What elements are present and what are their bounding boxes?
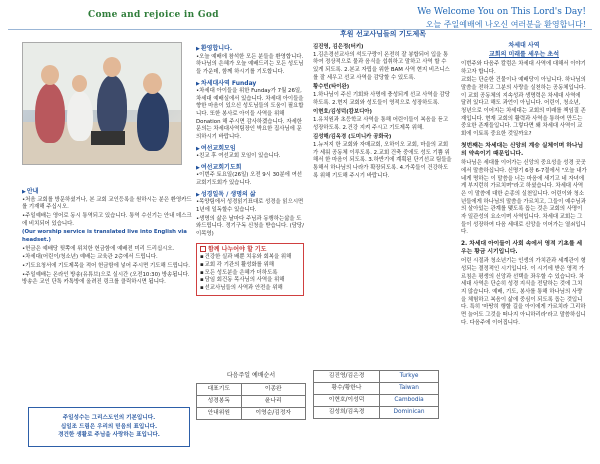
role-cell: 성경봉독 xyxy=(197,395,242,407)
article-section-title: 2. 차세대 아이들이 사회 속에서 영적 기초를 세우는 황금 시기입니다. xyxy=(461,240,583,256)
guide-column xyxy=(22,185,192,288)
next-service-title: 다음주일 예배순서 xyxy=(226,372,276,379)
prayer-item: ▪ 담임 회건동 목사님의 사역을 위해 xyxy=(200,277,300,285)
article-section-title: 첫번째는 차세대는 신앙의 계승 실체이며 하나님의 약속이기 때문입니다. xyxy=(461,142,584,157)
country-cell: Taiwan xyxy=(380,383,439,395)
missionary-prayer: 1.뉴저지 한 교회와 자매교회, 오하이오 교회, 마을의 교회가 세워 공동체 이루도록. 2.교회 건축 중에도 성도 기쁨 위해서 한 마음이 되도록. 3.하반기에 계획된 단기선교 팀들을 통해서 하나님의 나라가 확장되도록. 4.가족들이 건강하도록 위해 기도해 주시기 바랍니다. xyxy=(313,142,452,179)
missionary-cell: 김성희/김옥경 xyxy=(314,407,380,419)
header-welcome-korean: 오늘 주일예배에 나오신 여러분을 환영합니다! xyxy=(425,19,586,29)
welcome-title: ▶ 환영합니다. xyxy=(196,45,304,54)
prayer-item: ▪ 모든 성도분을 은혜가 더하도록 xyxy=(200,270,300,278)
guide-item: •주일예배는 영어로 동시 통역되고 있습니다. 통역 수신기는 안내 데스크에 비치되어 있습니다. xyxy=(22,212,192,227)
reminder-line: 주일성수는 그리스도인의 기본입니다. xyxy=(62,415,156,421)
prayer-item: ▪ 교회 각 기관의 활성화를 위해 xyxy=(200,262,300,270)
person-cell: 이종완 xyxy=(241,383,305,395)
missionary-cell: 황수/황한나 xyxy=(314,383,380,395)
article-paragraph: 하나님은 세대를 이어가는 신앙의 중요성을 성경 곳곳에서 말씀하십니다. 신명기 6장 6-7절에서 "오늘 내가 네게 명하는 이 말씀을 너는 마음에 새기고 네 자녀에게 부지런히 가르치며"라고 하셨습니다. 차세대 사역은 이 말씀에 대한 순종의 실천입니다. 어린이와 청소년들에게 하나님의 말씀을 가르치고, 그들이 예수님과의 살아있는 관계를 맺도록 돕는 것은 교회의 사명이자 일관성의 요소이며 사역입니다. 차세대 교회는 그들이 성장하여 다음 세대로 신앙을 이어가는 열쇠입니다. xyxy=(461,160,587,236)
country-cell: Cambodia xyxy=(380,395,439,407)
welcome-text: •오늘 예배에 참석한 모든 분들을 환영합니다. 하나님의 은혜가 오늘 예배드리는 모든 성도님들 가운데, 함께 하시기를 기도합니다. xyxy=(196,53,304,75)
women-meeting-title: ▶ 여선교회모임 xyxy=(196,145,304,154)
women-meeting-text: •친교 후 여선교회 모임이 있습니다. xyxy=(196,153,281,160)
article-title: 차세대 사역 xyxy=(508,42,540,49)
person-cell: 윤나리 xyxy=(241,395,305,407)
funday-title: ▶ 차세대사역 Funday xyxy=(196,80,304,89)
women-prayer-title: ▶ 여선교회기도회 xyxy=(196,164,304,173)
table-row xyxy=(314,407,439,419)
missionary-name: 황수빈(타이완) xyxy=(313,84,350,91)
prayer-list xyxy=(200,254,300,292)
table-row xyxy=(314,395,439,407)
prayer-item: ▪ 건강한 실과 배뿐 치유와 회복을 위해 xyxy=(200,254,300,262)
guide-title: ▶ 안내 xyxy=(22,188,192,197)
missionary-section-title: 후원 선교사님들의 기도제목 xyxy=(339,30,427,38)
news-column xyxy=(196,42,304,296)
country-cell: Dominican xyxy=(380,407,439,419)
country-cell: Turkye xyxy=(380,371,439,383)
header-welcome xyxy=(417,6,586,30)
person-cell: 이영순/김정자 xyxy=(241,407,305,419)
table-row xyxy=(197,407,306,419)
prayer-item: ▪ 선교사님들의 사역과 안전을 위해 xyxy=(200,285,300,293)
column-article xyxy=(461,42,587,328)
bible-reading-title: ▶ 성경일독 / 생명의 삶 xyxy=(196,191,304,200)
family-photo xyxy=(22,42,182,165)
missionary-cell: 김진영/김은경 xyxy=(314,371,380,383)
living-life-text: •생명의 삶은 날마다 주님과 동행하는삶을 도와드립니다. 정기구독 신청을 받습니다. (담당/이목영) xyxy=(196,215,304,237)
reminder-line: 경건한 생활로 주님을 사랑하는 표입니다. xyxy=(58,432,160,439)
table-row xyxy=(314,371,439,383)
shared-prayer-box xyxy=(196,243,304,296)
missionary-column xyxy=(313,42,453,181)
role-cell: 안내위원 xyxy=(197,407,242,419)
table-row xyxy=(197,395,306,407)
english-note: (Our worship service is translated live into English via headset.) xyxy=(22,229,187,243)
guide-item: •헌금은 예배당 뒷쪽에 위치한 헌금함에 예배전 미리 드리십시오. xyxy=(22,245,175,252)
header-welcome-english: We Welcome You on This Lord's Day! xyxy=(417,7,586,17)
missionary-name: 김진영, 김은정(터키) xyxy=(313,44,364,50)
missionary-cell: 이현호/이성덕 xyxy=(314,395,380,407)
missionary-prayer: 1.김은경선교사의 석도구랑이 온전히 잘 봉합되어 입을 통하여 정상적으로 물과 음식을 섭취하고 말하고 사역 할 수 있게 되도록. 2.본교 자립을 위한 BAM 사역 현지 비즈니스를 잘 세우고 선교 사역을 감당할 수 있도록. xyxy=(313,51,450,81)
missionary-prayer: 1.하나님이 주신 기회와 사명에 충성되게 선교 사역을 감당 하도록. 2.현지 교회와 성도들이 영적으로 성장하도록. xyxy=(313,92,450,106)
table-row xyxy=(314,383,439,395)
reminder-line: 십일조 드림은 우리의 믿음의 표입니다. xyxy=(60,423,158,430)
guide-item: •주일예배는 온라인 방송(유튜브)으로 실시간 (오전10:30) 방송됩니다. 방송은 교인 단톡 카톡방에 올려진 링크를 클릭하시면 됩니다. xyxy=(22,271,190,286)
checkbox-icon xyxy=(200,246,206,252)
header-divider xyxy=(8,29,592,30)
guide-item: •처음 교회를 방문하셨거나, 본 교회 교인등록을 원하시는 분은 환영카드를 기재해 주십시오. xyxy=(22,196,192,211)
article-subtitle: 교회의 미래를 세우는 초석 xyxy=(488,50,560,58)
missionary-prayer: 1.유치원과 초등학교 사역을 통해 어린이들이 복음을 듣고 성장하도록. 2.건강 지켜 주시고 기도제목 위해. xyxy=(313,117,449,131)
role-cell: 대표기도 xyxy=(197,383,242,395)
article-paragraph: 어린 시절과 청소년기는 인생의 가치관과 세계관이 형성되는 결정적인 시기입니다. 이 시기에 받은 영적 가르침은 평생의 신앙과 선택을 좌우할 수 있습니다. 차세대 사역은 단순히 성경 지식을 전달하는 것에 그치지 않습니다. 예배, 기도, 봉사를 통해 하나님의 사랑을 체험하고 복음이 삶에 중심이 되도록 돕는 것입니다. 특히 '마땅히 행할 길을 아이에게 가르치라 그리하면 늙어도 그것을 떠나지 아니하리라'라고 말씀하십니다. 다음주에 이어집니다. xyxy=(461,258,586,326)
guide-item: •차세대(어린이/청소년) 예배는 교육관 2층에서 드립니다. xyxy=(22,254,158,261)
missionary-country-table xyxy=(313,370,439,419)
missionary-name: 이현호/김성덕(캄보디아) xyxy=(313,109,372,116)
guide-item: •기도요청서에 기도제목을 적어 헌금함에 넣어 주시면 기도해 드립니다. xyxy=(22,262,190,269)
women-prayer-text: •이번주 토요일(26일) 오전 9시 30분에 여선교회기도회가 있습니다. xyxy=(196,172,303,187)
funday-text: •차세대 아이들을 위한 Funday가 7월 26일, 차세대 예배실에서 있습니다. 차세대 아이들을 향한 마음이 있으신 성도님들의 도움이 필요합니다. 또한 봉사로 아이들 사역을 위해 Donation 해 주시면 감사하겠습니다. 자세한 문의는 차세대사역팀장인 박요한 집사님에 문의하시기 바랍니다. xyxy=(196,88,304,141)
header-title-left: Come and rejoice in God xyxy=(88,10,219,20)
table-row xyxy=(197,383,306,395)
missionary-name: 김성해/김옥경 (도미니카 공화국) xyxy=(313,134,392,141)
next-service-table xyxy=(196,372,306,420)
shared-prayer-title: 함께 나누어야 할 기도 xyxy=(200,246,300,255)
article-paragraph: 교회는 단순한 건물이나 예배당이 아닙니다. 하나님의 말씀을 전하고 그분의 사랑을 실천하는 공동체입니다. 이 교회 공동체의 지속성과 생명력은 차세대 사역에 달려 있다고 해도 과언이 아닙니다. 어린이, 청소년, 청년으로 이어지는 차세대는 교회의 미래를 책임질 존재입니다. 현재 교회의 활력과 사역을 통하여 만드는 중요한 존재들입니다. 그렇다면 왜 차세대 사역이 교회에 이토록 중요한 것일까요? xyxy=(461,77,586,138)
bible-reading-text: •목양팀에서 성경읽기표대로 성경을 읽으시면 1년에 일독할수 있습니다. xyxy=(196,199,304,213)
faith-reminder-box xyxy=(28,407,190,447)
article-intro: 이번주와 다음주 칼럼은 차세대 사역에 대해서 이야기 하고자 합니다. xyxy=(461,61,586,75)
